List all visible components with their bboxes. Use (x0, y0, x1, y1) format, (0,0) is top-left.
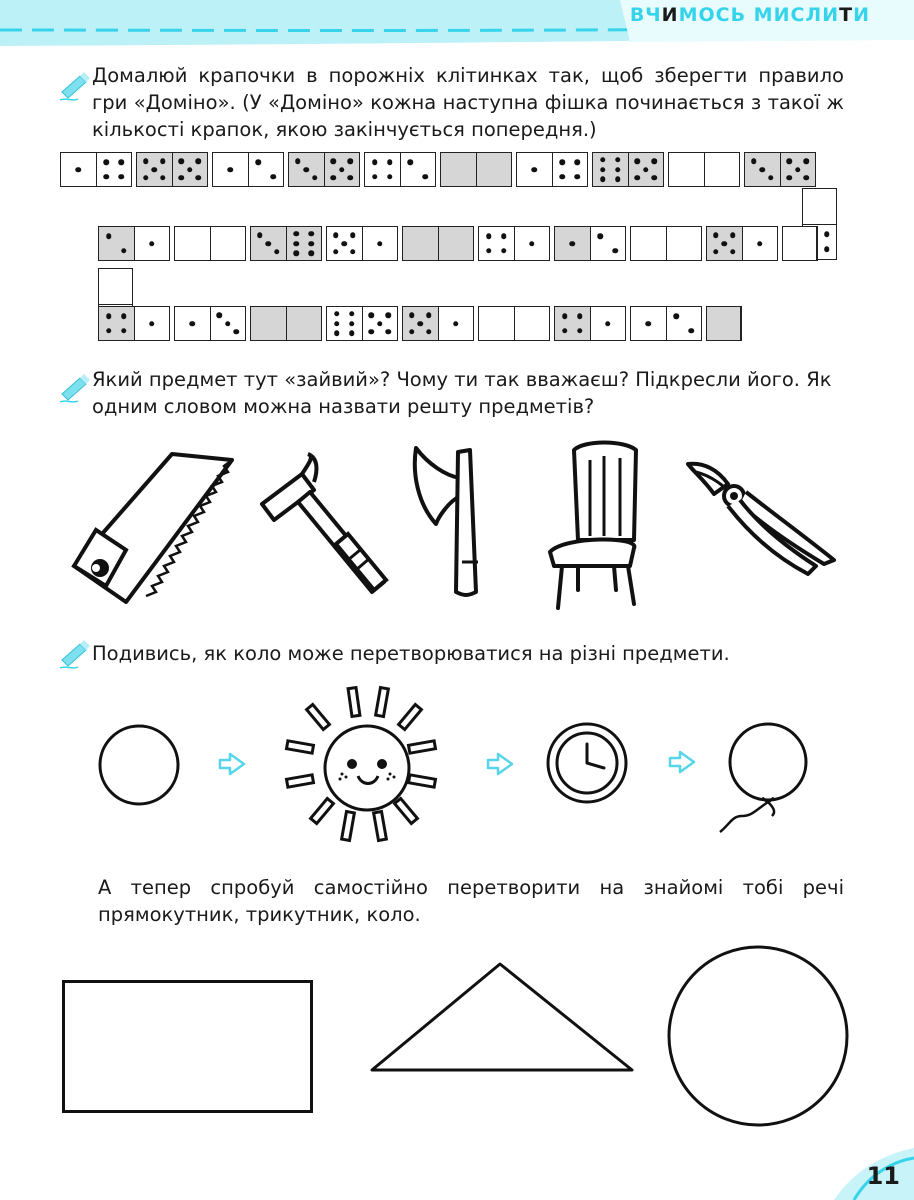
domino-half-1 (439, 307, 474, 340)
domino-pip (824, 231, 830, 237)
domino-pip (426, 313, 432, 319)
domino-pip (804, 159, 810, 165)
domino-half-5 (137, 153, 173, 186)
domino-pip (178, 159, 184, 165)
pliers-icon[interactable] (684, 456, 844, 586)
task2-text: Який предмет тут «зайвий»? Чому ти так вважаєш? Підкресли його. Як одним словом можна назвати решту предметів? (92, 368, 832, 418)
domino-pip (453, 321, 459, 327)
domino-tile (174, 226, 246, 261)
domino-pip (103, 174, 109, 180)
domino-pip (149, 241, 155, 247)
domino-pip (730, 233, 736, 239)
domino-pip (266, 241, 272, 247)
domino-pip (760, 167, 766, 173)
domino-pip (187, 167, 193, 173)
domino-tile (250, 306, 322, 341)
domino-pip (407, 159, 413, 165)
domino-pip (312, 175, 318, 181)
domino-tile (250, 226, 322, 261)
domino-pip (605, 321, 611, 327)
domino-pip (575, 174, 581, 180)
pencil-icon (58, 372, 92, 402)
section-title-part: И (661, 4, 679, 26)
domino-pip (216, 313, 222, 319)
domino-pip (768, 175, 774, 181)
domino-pip (349, 331, 355, 337)
domino-pip (330, 175, 336, 181)
section-title-part: МОСЬ МИСЛИ (678, 4, 840, 26)
domino-pip (149, 321, 155, 327)
domino-pip (119, 174, 125, 180)
page-number: 11 (866, 1162, 900, 1190)
domino-half-1 (175, 307, 211, 340)
domino-pip (559, 159, 565, 165)
saw-icon[interactable] (66, 446, 246, 606)
domino-pip (570, 241, 576, 247)
domino-pip (304, 167, 310, 173)
domino-pip (152, 167, 158, 173)
domino-pip (501, 233, 507, 239)
balloon-icon (716, 720, 816, 840)
domino-half-empty[interactable] (287, 307, 322, 340)
task1-text: Домалюй крапочки в порожніх клітинках так, щоб зберегти правило гри «Доміно». (У «Доміно» кожна наступна фішка починається з такої ж кількості крапок, якою закінчується попередня.) (92, 64, 844, 141)
domino-pip (673, 313, 679, 319)
domino-tile (478, 226, 550, 261)
domino-pip (804, 175, 810, 181)
domino-pip (293, 241, 299, 247)
domino-pip (350, 233, 356, 239)
domino-pip (309, 241, 315, 247)
domino-half-1 (555, 227, 591, 260)
domino-pip (423, 174, 429, 180)
domino-pip (532, 167, 538, 173)
domino-pip (562, 313, 568, 319)
domino-pip (339, 167, 345, 173)
domino-pip (615, 177, 621, 183)
domino-half-1 (591, 307, 626, 340)
domino-half-4 (97, 153, 132, 186)
domino-half-4 (365, 153, 401, 186)
domino-half-5 (363, 307, 398, 340)
domino-pip (309, 251, 315, 257)
domino-half-1 (743, 227, 778, 260)
domino-half-empty[interactable] (99, 269, 132, 305)
domino-pip (387, 159, 393, 165)
domino-pip (228, 167, 234, 173)
domino-pip (377, 321, 383, 327)
domino-pip (600, 177, 606, 183)
domino-tile (630, 306, 702, 341)
domino-half-3 (251, 227, 287, 260)
domino-half-5 (781, 153, 816, 186)
domino-pip (196, 159, 202, 165)
domino-pip (529, 241, 535, 247)
domino-half-1 (517, 153, 553, 186)
domino-pip (615, 157, 621, 163)
domino-pip (255, 159, 261, 165)
domino-half-empty[interactable] (403, 227, 439, 260)
domino-pip (634, 175, 640, 181)
domino-pip (293, 231, 299, 237)
domino-pip (160, 175, 166, 181)
domino-half-empty[interactable] (669, 153, 705, 186)
domino-pip (722, 241, 728, 247)
domino-tile (668, 152, 740, 187)
domino-pip (342, 241, 348, 247)
arrow-icon (668, 750, 696, 774)
domino-pip (348, 159, 354, 165)
domino-pip (577, 313, 583, 319)
domino-tile (592, 152, 664, 187)
domino-pip (730, 249, 736, 255)
domino-half-2 (99, 227, 135, 260)
task3-text: Подивись, як коло може перетворюватися на різні предмети. (92, 642, 730, 665)
domino-half-1 (515, 227, 550, 260)
domino-half-2 (401, 153, 436, 186)
domino-pip (103, 159, 109, 165)
domino-pip (426, 329, 432, 335)
domino-half-empty[interactable] (477, 153, 512, 186)
domino-pip (600, 157, 606, 163)
domino-half-empty[interactable] (783, 227, 817, 260)
section-title (630, 4, 870, 26)
domino-pip (577, 328, 583, 334)
domino-pip (271, 174, 277, 180)
domino-tile (402, 226, 474, 261)
domino-pip (615, 167, 621, 173)
domino-pip (293, 251, 299, 257)
domino-pip (795, 167, 801, 173)
domino-half-empty[interactable] (251, 307, 287, 340)
domino-pip (597, 233, 603, 239)
domino-half-2 (249, 153, 284, 186)
domino-pip (562, 328, 568, 334)
domino-half-empty[interactable] (631, 227, 667, 260)
domino-half-6 (593, 153, 629, 186)
domino-pip (501, 248, 507, 254)
domino-pip (333, 249, 339, 255)
domino-pip (190, 321, 196, 327)
domino-pip (350, 249, 356, 255)
domino-pip (757, 241, 763, 247)
domino-pip (348, 175, 354, 181)
pencil-icon (58, 70, 92, 100)
domino-pip (119, 159, 125, 165)
domino-pip (349, 311, 355, 317)
domino-half-4 (553, 153, 588, 186)
domino-pip (334, 311, 340, 317)
domino-tile (478, 306, 550, 341)
domino-pip (309, 231, 315, 237)
domino-pip (372, 159, 378, 165)
domino-half-5 (173, 153, 208, 186)
domino-half-empty[interactable] (441, 153, 477, 186)
domino-tile (288, 152, 360, 187)
domino-half-1 (135, 307, 170, 340)
clock-icon (546, 722, 630, 806)
domino-pip (713, 249, 719, 255)
domino-pip (652, 159, 658, 165)
domino-half-1 (135, 227, 170, 260)
domino-half-empty[interactable] (439, 227, 474, 260)
domino-half-6 (287, 227, 322, 260)
domino-pip (349, 321, 355, 327)
domino-tile (98, 306, 170, 341)
domino-pip (257, 233, 263, 239)
domino-half-3 (289, 153, 325, 186)
domino-pip (824, 247, 830, 253)
domino-tile (554, 306, 626, 341)
domino-pip (143, 175, 149, 181)
domino-tile (364, 152, 436, 187)
domino-half-3 (211, 307, 246, 340)
domino-tile (440, 152, 512, 187)
domino-tile (782, 226, 818, 261)
domino-pip (386, 313, 392, 319)
domino-pip (106, 328, 112, 334)
domino-half-1 (61, 153, 97, 186)
domino-half-5 (629, 153, 664, 186)
rectangle-shape (62, 980, 314, 1114)
task4-text: А тепер спробуй самостійно перетворити на знайомі тобі речі прямокутник, трикутник, коло. (98, 876, 844, 926)
domino-half-5 (325, 153, 360, 186)
domino-pip (559, 174, 565, 180)
domino-tile (744, 152, 816, 187)
section-title-part: ВЧ (629, 4, 662, 26)
domino-pip (575, 159, 581, 165)
domino-half-2 (591, 227, 626, 260)
domino-tile (706, 226, 778, 261)
domino-pip (386, 329, 392, 335)
domino-tile (554, 226, 626, 261)
domino-half-6 (327, 307, 363, 340)
domino-pip (409, 313, 415, 319)
domino-pip (295, 159, 301, 165)
arrow-icon (486, 752, 514, 776)
domino-pip (121, 248, 127, 254)
domino-pip (600, 167, 606, 173)
domino-pip (409, 329, 415, 335)
domino-pip (225, 321, 231, 327)
domino-pip (143, 159, 149, 165)
domino-pip (106, 313, 112, 319)
section-title-part: Т (839, 4, 854, 26)
domino-pip (368, 313, 374, 319)
domino-pip (334, 321, 340, 327)
domino-pip (786, 159, 792, 165)
domino-pip (274, 249, 280, 255)
axe-icon[interactable] (408, 444, 508, 604)
domino-pip (196, 175, 202, 181)
domino-half-empty[interactable] (705, 153, 740, 186)
domino-half-empty[interactable] (211, 227, 246, 260)
domino-tile (174, 306, 246, 341)
domino-half-5 (327, 227, 363, 260)
domino-tile (326, 226, 398, 261)
domino-half-empty[interactable] (479, 307, 515, 340)
sun-icon (282, 684, 452, 844)
triangle-shape (370, 962, 634, 1074)
domino-pip (387, 174, 393, 180)
domino-tile (706, 306, 742, 341)
domino-pip (786, 175, 792, 181)
domino-pip (333, 233, 339, 239)
hammer-icon[interactable] (252, 452, 392, 602)
section-title-part: И (853, 4, 870, 26)
domino-half-4 (555, 307, 591, 340)
domino-tile (212, 152, 284, 187)
domino-pip (121, 313, 127, 319)
domino-pip (713, 233, 719, 239)
domino-tile (630, 226, 702, 261)
domino-pip (377, 241, 383, 247)
domino-half-1 (631, 307, 667, 340)
domino-pip (646, 321, 652, 327)
domino-half-4 (479, 227, 515, 260)
domino-half-empty[interactable] (803, 189, 836, 225)
domino-tile (516, 152, 588, 187)
domino-pip (121, 328, 127, 334)
domino-half-empty[interactable] (515, 307, 550, 340)
domino-pip (234, 329, 240, 335)
domino-pip (613, 248, 619, 254)
domino-pip (106, 233, 112, 239)
domino-pip (76, 167, 82, 173)
domino-tile (60, 152, 132, 187)
domino-half-5 (403, 307, 439, 340)
domino-tile (326, 306, 398, 341)
domino-half-empty[interactable] (175, 227, 211, 260)
pencil-icon (58, 638, 92, 668)
domino-half-2 (667, 307, 702, 340)
domino-pip (372, 174, 378, 180)
chair-icon[interactable] (544, 440, 654, 610)
domino-pip (486, 233, 492, 239)
domino-tile (402, 306, 474, 341)
domino-half-empty[interactable] (707, 307, 741, 340)
domino-pip (178, 175, 184, 181)
domino-half-1 (363, 227, 398, 260)
domino-pip (330, 159, 336, 165)
domino-pip (751, 159, 757, 165)
domino-half-3 (745, 153, 781, 186)
domino-pip (160, 159, 166, 165)
domino-pip (643, 167, 649, 173)
domino-pip (689, 328, 695, 334)
domino-pip (634, 159, 640, 165)
domino-half-5 (707, 227, 743, 260)
domino-tile (136, 152, 208, 187)
circle-shape (98, 724, 182, 808)
domino-tile (98, 226, 170, 261)
domino-pip (334, 331, 340, 337)
domino-pip (368, 329, 374, 335)
domino-half-1 (213, 153, 249, 186)
domino-pip (486, 248, 492, 254)
domino-pip (418, 321, 424, 327)
domino-half-empty[interactable] (667, 227, 702, 260)
domino-half-4 (99, 307, 135, 340)
domino-pip (652, 175, 658, 181)
arrow-icon (218, 752, 246, 776)
circle-shape (666, 944, 850, 1128)
